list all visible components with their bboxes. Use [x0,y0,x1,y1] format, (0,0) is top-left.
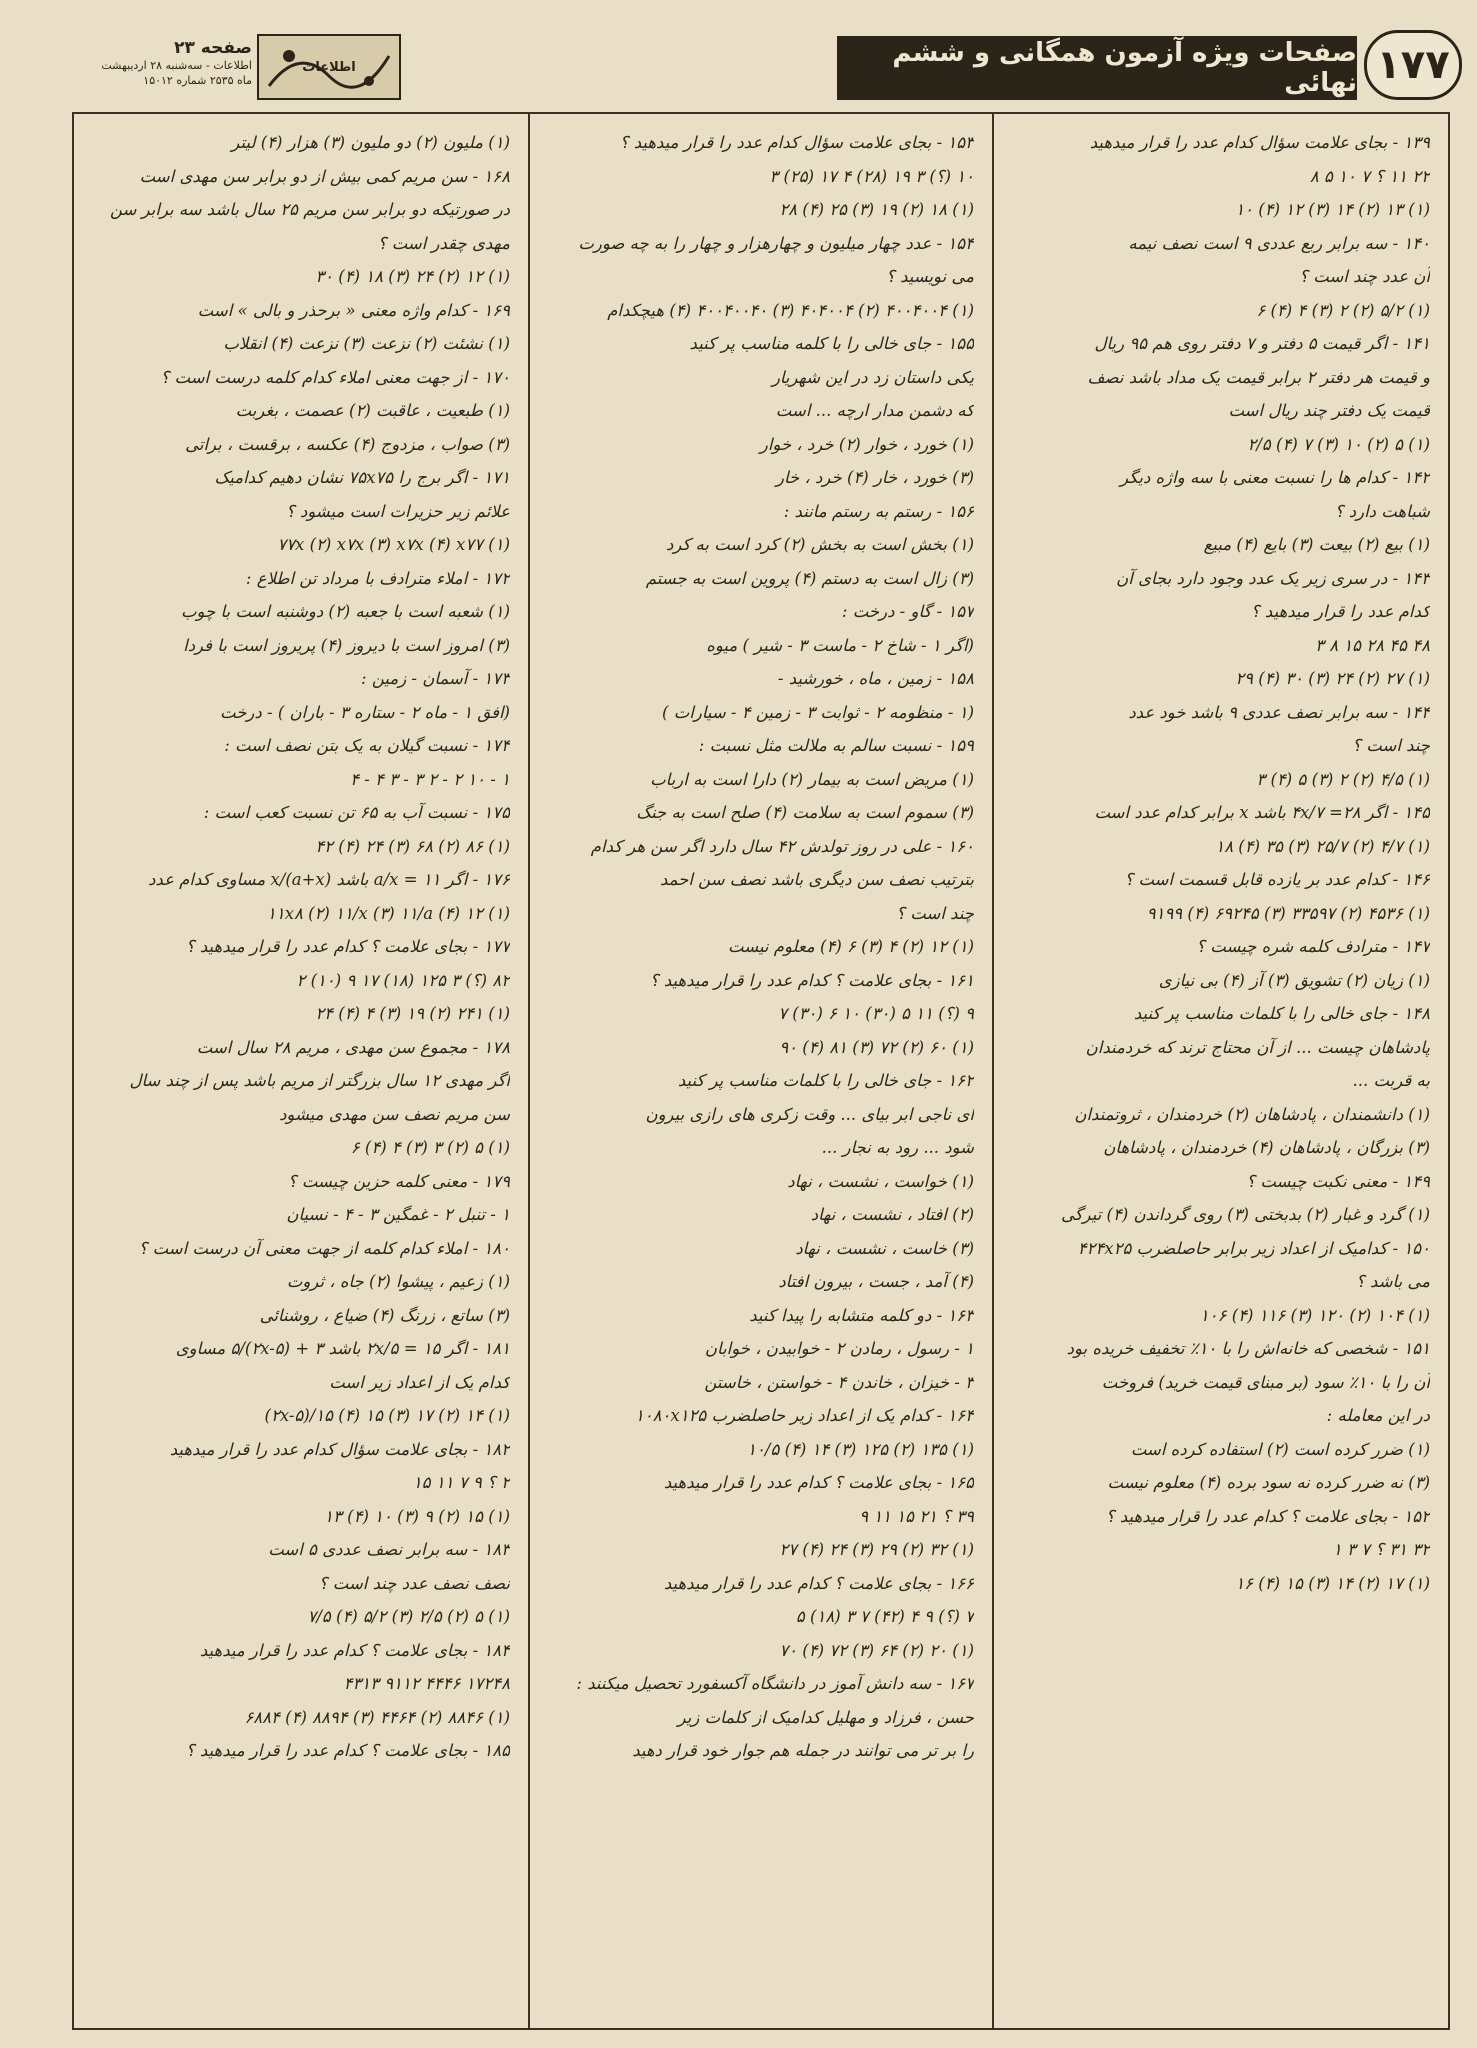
question-line: به قربت ... [1352,1071,1430,1090]
question-line: ۱۶۷ - سه دانش آموز در دانشگاه آکسفورد تحصیل میکنند : [576,1674,974,1693]
question-line: (۱) ۲۴۱ (۲) ۱۹ (۳) ۴ (۴) ۲۴ [315,1004,510,1023]
question-line: (۱) ۱۲ (۲) ۴ (۳) ۶ (۴) معلوم نیست [728,937,974,956]
question-line: ۱۴۰ - سه برابر ربع عددی ۹ است نصف نیمه [1128,233,1430,253]
question-line: (افق ۱ - ماه ۲ - ستاره ۳ - باران ) - درخت [220,702,510,722]
question-line: علائم زیر حزیرات است میشود ؟ [285,501,510,521]
question-line: ۱۴۴ - سه برابر نصف عددی ۹ باشد خود عدد [1128,702,1430,722]
question-line: ۱۷۱ - اگر برج را ۷۵x۷۵ نشان دهیم کدامیک [214,468,510,487]
page-badge: ۱۷۷ [1364,30,1462,100]
question-line: (۱) ۴۵۳۶ (۲) ۳۳۵۹۷ (۳) ۶۹۲۴۵ (۴) ۹۱۹۹ [1146,903,1430,923]
question-line: (۱) ۵ (۲) ۱۰ (۳) ۷ (۴) ۲/۵ [1247,434,1430,454]
question-line: ۱ - ۱۰ ۲ - ۲ ۳ - ۳ ۴ - ۴ [350,769,510,789]
question-line: ۲ ؟ ۹ ۷ ۱۱ ۱۵ [412,1473,510,1492]
question-line: سن مریم نصف سن مهدی میشود [279,1104,510,1124]
question-line: ۱۷۲ - املاء مترادف با مرداد تن اطلاع : [245,568,510,588]
question-line: در صورتیکه دو برابر سن مریم ۲۵ سال باشد سه برابر سن [110,200,510,219]
question-line: ۸۲ (؟) ۳ ۱۲۵ (۱۸) ۱۷ ۹ (۱۰) ۲ [296,970,510,990]
page-label: صفحه ۲۳ [174,38,252,58]
logo-text: اطلاعات [302,59,356,75]
question-line: ۱ - رسول ، رمادن ۲ - خوابیدن ، خوابان [704,1339,974,1358]
question-line: ۳۹ ؟ ۲۱ ۱۵ ۱۱ ۹ [859,1506,974,1526]
question-line: (۱) خواست ، نشست ، نهاد [787,1171,974,1191]
question-line: (۱) ۴/۵ (۲) ۲ (۳) ۵ (۴) ۳ [1256,769,1430,789]
question-line: (۱) گرد و غبار (۲) بدبختی (۳) روی گرداندن (۴) تیرگی [1061,1205,1430,1224]
page-header [22,18,1462,108]
question-line: ۳۲ ۳۱ ؟ ۷ ۳ ۱ [1332,1540,1430,1559]
question-line: (۱) ملیون (۲) دو ملیون (۳) هزار (۴) لیتر [231,133,510,152]
question-line: کدام عدد را قرار میدهید ؟ [1250,602,1430,621]
question-line: (۳) بزرگان ، پادشاهان (۴) خردمندان ، پادشاهان [1103,1138,1430,1157]
question-line: (۱) طبعیت ، عاقبت (۲) عصمت ، بغربت [235,401,510,420]
question-line: (۳) امروز است با دیروز (۴) پریروز است با فردا [183,635,510,655]
question-line: (۱) بخش است به بخش (۲) کرد است به کرد [666,535,974,554]
question-line: ۱۶۶ - بجای علامت ؟ کدام عدد را قرار میدهید [663,1573,974,1593]
question-line: ۱۷۳ - آسمان - زمین : [361,669,510,688]
question-line: حسن ، فرزاد و مهلیل کدامیک از کلمات زیر [677,1707,974,1727]
question-line: (۳) سموم است به سلامت (۴) صلح است به جنگ [636,803,974,822]
question-line: چند است ؟ [1352,736,1430,755]
question-line: ۱۵۰ - کدامیک از اعداد زیر برابر حاصلضرب ۴۲۴x۲۵ [1077,1238,1430,1258]
question-line: ۳ - خیزان ، خاندن ۴ - خواستن ، خاستن [704,1372,974,1392]
pub-issue-line: ماه ۲۵۳۵ شماره ۱۵۰۱۲ [143,74,252,87]
question-line: ۱۴۵ - اگر ۲۸= ۴x/۷ باشد x برابر کدام عدد است [1094,803,1430,822]
question-line: پادشاهان چیست ... از آن محتاج ترند که خردمندان [1085,1037,1430,1057]
question-line: (۴) آمد ، جست ، بیرون افتاد [778,1272,974,1291]
question-line: (۱) ۴۰۰۴۰۰۴ (۲) ۴۰۴۰۰۴ (۳) ۴۰۰۴۰۰۴۰ (۴) هیچکدام [607,300,974,320]
question-line: ۱۷۷ - بجای علامت ؟ کدام عدد را قرار میدهید ؟ [185,937,510,956]
question-line: ۱۵۶ - رستم به رستم مانند : [783,501,974,521]
question-line: (۱) ۳۲ (۲) ۲۹ (۳) ۲۴ (۴) ۲۷ [779,1540,974,1559]
question-line: (۱) ۱۷ (۲) ۱۴ (۳) ۱۵ (۴) ۱۶ [1235,1573,1430,1593]
column-right [994,114,1448,2028]
question-line: ۱۴۳ - در سری زیر یک عدد وجود دارد بجای آن [1116,568,1430,588]
question-line: ۱۰ (؟) ۳ ۱۹ (۲۸) ۴ ۱۷ (۲۵) ۳ [769,166,974,186]
question-line: ۱۴۹ - معنی نکبت چیست ؟ [1246,1171,1430,1191]
question-line: (۱) ضرر کرده است (۲) استفاده کرده است [1130,1439,1430,1459]
question-line: ۱۷۲۴۸ ۴۴۴۶ ۹۱۱۲ ۴۳۱۳ [343,1674,510,1693]
question-line: ۱۷۰ - از جهت معنی املاء کدام کلمه درست است ؟ [160,367,510,387]
question-line: (۱) زعیم ، پیشوا (۲) جاه ، ثروت [286,1272,510,1291]
question-line: ۴۸ ۴۵ ۲۸ ۱۵ ۸ ۳ [1315,635,1430,655]
question-line: بترتیب نصف سن دیگری باشد نصف سن احمد [659,870,974,889]
question-line: آن را با ۱۰٪ سود (بر مبنای قیمت خرید) فروخت [1101,1372,1430,1392]
question-line: (۱) ۱۱x۸ (۲) ۱۱/x (۳) ۱۱/a (۴) ۱۲ [266,903,510,923]
question-line: قیمت یک دفتر چند ریال است [1228,401,1430,420]
question-line: (۱) خورد ، خوار (۲) خرد ، خوار [759,434,974,454]
question-line: (۱) ۶۰ (۲) ۷۲ (۳) ۸۱ (۴) ۹۰ [779,1037,974,1057]
question-line: ۱۵۲ - بجای علامت ؟ کدام عدد را قرار میدهید ؟ [1105,1506,1430,1526]
question-line: ۱۷۸ - مجموع سن مهدی ، مریم ۲۸ سال است [196,1037,510,1057]
question-line: می نویسید ؟ [886,267,974,286]
question-line: (۱) ۱۳۵ (۲) ۱۲۵ (۳) ۱۴ (۴) ۱۰/۵ [747,1439,974,1459]
question-line: ۱۵۴ - عدد چهار میلیون و چهارهزار و چهار را به چه صورت [578,233,974,253]
question-line: (۳) خاست ، نشست ، نهاد [795,1238,974,1258]
question-line: ای ناجی ابر بیای ... وقت زکری های رازی بیرون [645,1104,974,1124]
question-line: (۳) زال است به دستم (۴) پروین است به جستم [645,568,974,588]
question-line: (۱) زیان (۲) تشویق (۳) آز (۴) بی نیازی [1158,970,1430,990]
question-line: (۱) بیع (۲) بیعت (۳) بایع (۴) مبیع [1203,535,1430,554]
question-line: ۱ - تنبل ۲ - غمگین ۳ - ۴ - نسیان [286,1205,510,1224]
question-line: ۱۸۴ - بجای علامت ؟ کدام عدد را قرار میدهید [199,1640,510,1660]
column-left [70,114,528,2028]
question-line: (۱) نشئت (۲) نزعت (۳) نزعت (۴) انقلاب [223,334,510,353]
question-line: (۱) شعبه است با جعبه (۲) دوشنبه است با چوب [181,602,510,621]
question-line: (۱) دانشمندان ، پادشاهان (۲) خردمندان ، ثروتمندان [1074,1104,1430,1124]
question-line: (۱) ۵/۲ (۲) ۲ (۳) ۴ (۴) ۶ [1256,300,1430,320]
question-line: مهدی چقدر است ؟ [377,233,510,253]
question-line: شود ... رود به نجار ... [821,1138,974,1157]
question-line: (۱) مریض است به بیمار (۲) دارا است به ارباب [650,769,974,789]
question-line: ۱۷۶ - اگر ۱۱ = a/x باشد (a+x)/x مساوی کدام عدد [148,870,510,889]
question-line: (۱) ۱۳ (۲) ۱۴ (۳) ۱۲ (۴) ۱۰ [1235,200,1430,219]
question-line: (۱) ۱۴ (۲) ۱۷ (۳) ۱۵ (۴) ۱۵/(۲x-۵) [264,1406,510,1425]
question-line: ۱۴۶ - کدام عدد بر یازده قابل قسمت است ؟ [1124,870,1430,889]
question-line: ۱۶۸ - سن مریم کمی بیش از دو برابر سن مهدی است [139,166,510,186]
question-line: ۱۷۹ - معنی کلمه حزین چیست ؟ [287,1171,510,1191]
question-line: ۷ (؟) ۹ ۴ (۴۲) ۷ ۳ (۱۸) ۵ [795,1607,974,1626]
question-line: (۳) خورد ، خار (۴) خرد ، خار [776,468,974,487]
question-line: (۱) ۱۰۴ (۲) ۱۲۰ (۳) ۱۱۶ (۴) ۱۰۶ [1199,1305,1430,1325]
question-line: ۱۵۸ - زمین ، ماه ، خورشید - [777,669,974,688]
question-line: نصف نصف عدد چند است ؟ [318,1573,510,1593]
question-line: ۱۶۲ - جای خالی را با کلمات مناسب پر کنید [677,1071,974,1090]
question-line: (۲) افتاد ، نشست ، نهاد [810,1205,974,1224]
publication-info [52,38,252,88]
question-line: ۱۷۵ - نسبت آب به ۶۵ تن نسبت کعب است : [203,803,510,822]
question-line: ۱۸۱ - اگر ۱۵ = ۲x/۵ باشد ۳ + (۲x-۵)/۵ مساوی [175,1339,510,1358]
question-line: (۱) ۱۸ (۲) ۱۹ (۳) ۲۵ (۴) ۲۸ [779,200,974,219]
question-line: (اگر ۱ - شاخ ۲ - ماست ۳ - شیر ) میوه [706,635,974,655]
question-line: اگر مهدی ۱۲ سال بزرگتر از مریم باشد پس از چند سال [129,1071,510,1090]
question-line: و قیمت هر دفتر ۲ برابر قیمت یک مداد باشد نصف [1087,367,1430,387]
question-line: ۱۸۵ - بجای علامت ؟ کدام عدد را قرار میدهید ؟ [185,1741,510,1760]
newspaper-logo [257,34,401,100]
question-line: (۱) ۸۸۴۶ (۲) ۴۴۶۴ (۳) ۸۸۹۴ (۴) ۶۸۸۴ [244,1707,510,1727]
question-line: آن عدد چند است ؟ [1299,267,1430,286]
question-line: ۱۵۷ - گاو - درخت : [841,602,974,621]
question-line: ۱۶۳ - دو کلمه متشابه را پیدا کنید [749,1305,974,1325]
content-frame [72,112,1450,2030]
question-line: (۳) نه ضرر کرده نه سود برده (۴) معلوم نیست [1107,1473,1430,1492]
question-line: (۱) ۲۷ (۲) ۲۴ (۳) ۳۰ (۴) ۲۹ [1235,669,1430,688]
question-line: ۱۳۹ - بجای علامت سؤال کدام عدد را قرار میدهید [1089,133,1430,152]
question-line: (۱ - منظومه ۲ - ثوابت ۳ - زمین ۴ - سیارات ) [662,702,974,722]
question-line: (۱) ۴/۷ (۲) ۲۵/۷ (۳) ۳۵ (۴) ۱۸ [1215,836,1430,856]
question-line: یکی داستان زد در این شهریار [771,367,974,387]
question-line: ۲۲ ۱۱ ؟ ۷ ۱۰ ۵ ۸ [1309,166,1430,186]
question-line: شباهت دارد ؟ [1334,501,1430,521]
question-line: (۱) ۵ (۲) ۳ (۳) ۴ (۴) ۶ [350,1138,510,1157]
question-line: ۱۵۱ - شخصی که خانه‌اش را با ۱۰٪ تخفیف خریده بود [1066,1339,1430,1358]
question-line: (۱) ۱۲ (۲) ۲۴ (۳) ۱۸ (۴) ۳۰ [315,267,510,286]
question-line: ۱۵۳ - بجای علامت سؤال کدام عدد را قرار میدهید ؟ [619,133,974,152]
question-line: ۱۴۲ - کدام ها را نسبت معنی با سه واژه دیگر [1120,468,1430,487]
question-line: ۱۸۰ - املاء کدام کلمه از جهت معنی آن درست است ؟ [138,1238,510,1258]
question-line: (۱) ۸۶ (۲) ۶۸ (۳) ۲۴ (۴) ۴۲ [315,836,510,856]
column-middle [530,114,992,2028]
question-line: چند است ؟ [896,903,974,923]
pub-date-line: اطلاعات - سه‌شنبه ۲۸ اردیبهشت [101,59,252,72]
question-line: (۱) ۲۰ (۲) ۶۴ (۳) ۷۲ (۴) ۷۰ [779,1640,974,1660]
question-line: ۱۸۳ - سه برابر نصف عددی ۵ است [268,1540,510,1559]
question-line: (۱) ۱۵ (۲) ۹ (۳) ۱۰ (۴) ۱۳ [324,1506,510,1526]
question-line: (۱) ۵ (۲) ۲/۵ (۳) ۵/۲ (۴) ۷/۵ [307,1607,510,1626]
question-line: ۱۴۸ - جای خالی را با کلمات مناسب پر کنید [1133,1004,1430,1023]
question-line: که دشمن مدار ارچه ... است [775,401,974,420]
question-line: (۳) ساتع ، زرنگ (۴) ضیاع ، روشنائی [259,1305,510,1325]
question-line: ۱۴۱ - اگر قیمت ۵ دفتر و ۷ دفتر روی هم ۹۵ ریال [1094,334,1430,353]
question-line: کدام یک از اعداد زیر است [329,1372,510,1392]
question-line: (۱) ۷۷x (۲) x۷x (۳) x۷x (۴) x۷۷ [277,535,510,554]
question-line: ۱۵۵ - جای خالی را با کلمه مناسب پر کنید [689,334,974,353]
question-line: می باشد ؟ [1356,1272,1430,1291]
question-line: در این معامله : [1326,1406,1430,1425]
question-line: ۱۵۹ - نسبت سالم به ملالت مثل نسبت : [698,736,974,755]
question-line: ۱۶۵ - بجای علامت ؟ کدام عدد را قرار میدهید [663,1473,974,1492]
section-title: صفحات ویژه آزمون همگانی و ششم نهائی [837,36,1357,100]
question-line: ۱۸۲ - بجای علامت سؤال کدام عدد را قرار میدهید [169,1439,510,1459]
question-line: ۱۶۴ - کدام یک از اعداد زیر حاصلضرب ۱۰۸۰x۱۲۵ [634,1406,974,1425]
question-line: ۱۶۹ - کدام واژه معنی « برحذر و بالی » است [197,300,510,320]
question-line: ۹ (؟) ۱۱ ۵ (۳۰) ۱۰ ۶ (۳۰) ۷ [778,1004,974,1023]
question-line: ۱۷۴ - نسبت گیلان به یک بتن نصف است : [224,736,510,755]
question-line: را بر تر می توانند در جمله هم جوار خود قرار دهید [632,1741,974,1760]
question-line: (۳) صواب ، مزدوج (۴) عکسه ، برقست ، براتی [185,434,510,454]
question-line: ۱۶۰ - علی در روز تولدش ۴۲ سال دارد اگر سن هر کدام [590,836,974,856]
question-line: ۱۶۱ - بجای علامت ؟ کدام عدد را قرار میدهید ؟ [649,970,974,990]
question-line: ۱۴۷ - مترادف کلمه شره چیست ؟ [1196,937,1430,956]
